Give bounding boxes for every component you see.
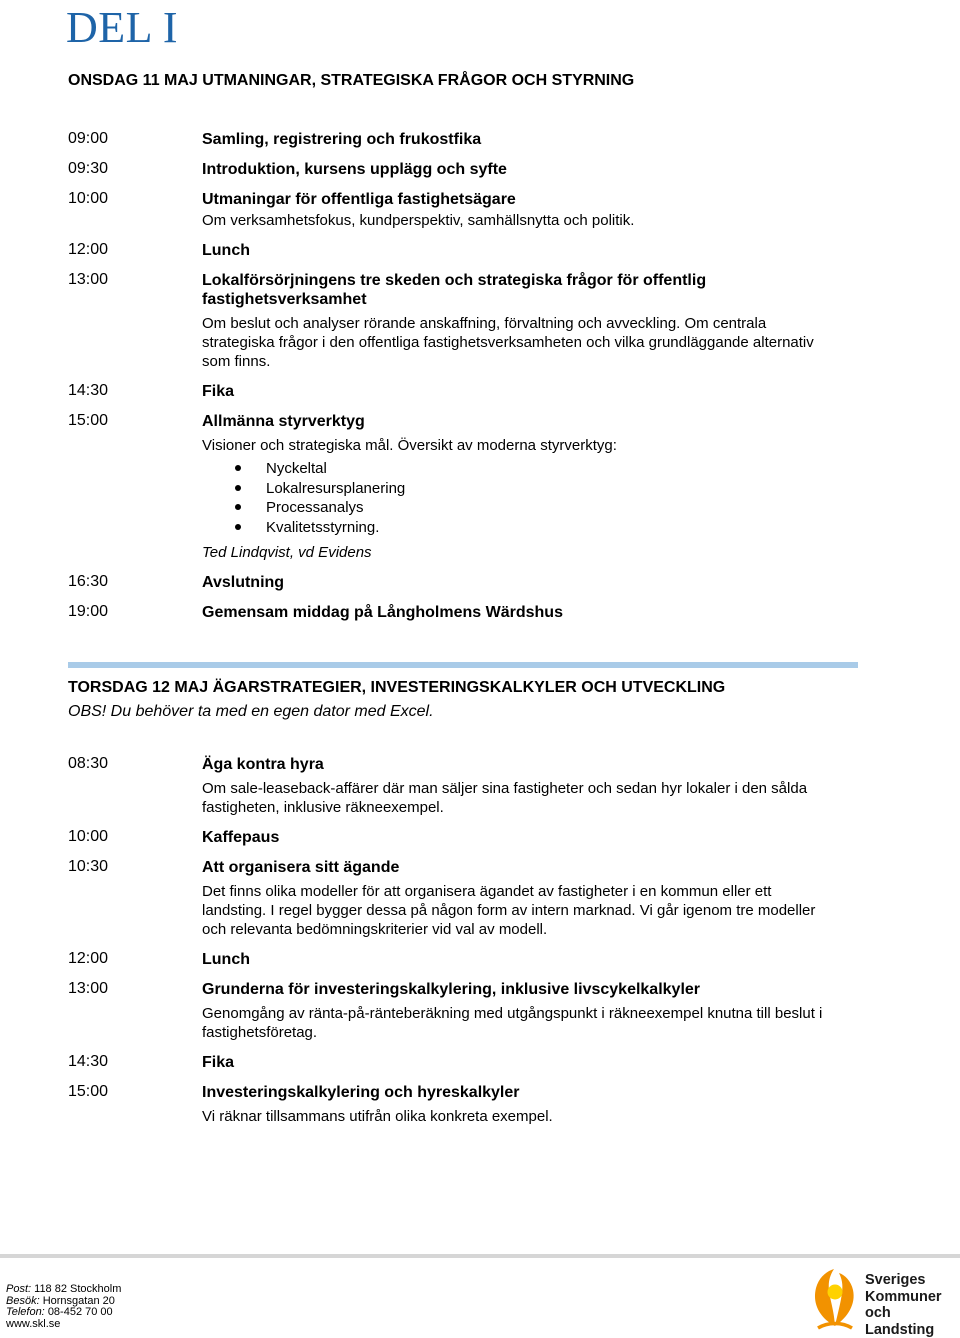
tools-list <box>232 459 828 538</box>
day2-agenda <box>68 755 828 1137</box>
section-divider <box>68 662 858 668</box>
speaker: Ted Lindqvist, vd Evidens <box>202 543 372 561</box>
item-description: Visioner och strategiska mål. Översikt av moderna styrverktyg: <box>202 437 617 454</box>
agenda-item <box>68 412 828 562</box>
agenda-item <box>68 950 828 969</box>
item-title: Samling, registrering och frukostfika <box>202 131 482 148</box>
bullet-icon <box>235 485 241 491</box>
agenda-item <box>68 980 828 1042</box>
list-item: Processanalys <box>232 498 828 518</box>
day1-agenda <box>68 130 828 633</box>
agenda-item <box>68 160 828 179</box>
item-time: 12:00 <box>68 950 109 967</box>
item-title: Lunch <box>202 242 250 259</box>
item-time: 14:30 <box>68 1053 109 1070</box>
item-time: 09:00 <box>68 130 109 147</box>
bullet-icon <box>235 524 241 530</box>
item-time: 09:30 <box>68 160 109 177</box>
item-title: Fika <box>202 1054 235 1071</box>
item-title: Gemensam middag på Långholmens Wärdshus <box>202 603 563 621</box>
item-time: 15:00 <box>68 412 109 429</box>
item-time: 14:30 <box>68 382 109 399</box>
item-title: Lunch <box>202 951 250 968</box>
agenda-item <box>68 130 828 149</box>
item-title: Introduktion, kursens upplägg och syfte <box>202 161 507 178</box>
footer-contact <box>6 1284 121 1330</box>
agenda-item <box>68 1053 828 1072</box>
day1-heading: ONSDAG 11 MAJ UTMANINGAR, STRATEGISKA FRÅGOR OCH STYRNING <box>68 72 635 89</box>
item-title: Allmänna styrverktyg <box>202 413 365 430</box>
day2-heading: TORSDAG 12 MAJ ÄGARSTRATEGIER, INVESTERINGSKALKYLER OCH UTVECKLING <box>68 679 726 696</box>
footer-divider <box>0 1254 960 1258</box>
item-description: Om sale-leaseback-affärer där man säljer sina fastigheter och sedan hyr lokaler i den sålda fastigheten, inklusive räkneexempel. <box>202 780 808 816</box>
item-title: Kaffepaus <box>202 829 280 846</box>
item-description: Genomgång av ränta-på-ränteberäkning med utgångspunkt i räkneexempel knutna till beslut i fastighetsföretag. <box>202 1005 823 1041</box>
item-time: 13:00 <box>68 980 109 997</box>
agenda-item <box>68 382 828 401</box>
item-description: Vi räknar tillsammans utifrån olika konkreta exempel. <box>202 1108 553 1125</box>
visit-address: Besök: Hornsgatan 20 <box>6 1294 115 1307</box>
agenda-item <box>68 573 828 592</box>
item-title: Grunderna för investeringskalkylering, inklusive livscykelkalkyler <box>202 981 701 998</box>
item-time: 12:00 <box>68 241 109 258</box>
agenda-item <box>68 190 828 230</box>
page-title: DEL I <box>66 3 179 52</box>
item-title: Utmaningar för offentliga fastighetsägare <box>202 191 516 208</box>
agenda-item <box>68 858 828 939</box>
agenda-item <box>68 271 828 371</box>
item-title: Att organisera sitt ägande <box>202 859 400 876</box>
item-title: Äga kontra hyra <box>202 756 324 773</box>
item-time: 10:00 <box>68 828 109 845</box>
agenda-item <box>68 241 828 260</box>
item-time: 13:00 <box>68 271 109 288</box>
list-item: Nyckeltal <box>232 459 828 479</box>
skl-logo-icon <box>808 1262 862 1333</box>
skl-logo <box>808 1262 960 1338</box>
item-description: Om beslut och analyser rörande anskaffning, förvaltning och avveckling. Om centrala strategiska frågor i den offentliga fastighetsverksamheten och vilka grundläggande alternativ som finns. <box>202 315 814 370</box>
agenda-item <box>68 755 828 817</box>
bullet-icon <box>235 504 241 510</box>
list-item: Kvalitetsstyrning. <box>232 518 828 538</box>
list-item: Lokalresursplanering <box>232 479 828 499</box>
website-link[interactable]: www.skl.se <box>6 1317 61 1330</box>
agenda-item <box>68 603 828 622</box>
post-address: Post: 118 82 Stockholm <box>6 1283 122 1295</box>
item-time: 19:00 <box>68 602 109 620</box>
agenda-item <box>68 828 828 847</box>
item-description: Om verksamhetsfokus, kundperspektiv, samhällsnytta och politik. <box>202 212 635 229</box>
phone: Telefon: 08-452 70 00 <box>6 1306 113 1318</box>
item-time: 10:00 <box>68 190 109 207</box>
item-time: 10:30 <box>68 858 109 875</box>
day2-note: OBS! Du behöver ta med en egen dator med Excel. <box>68 703 434 720</box>
agenda-item <box>68 1083 828 1126</box>
item-time: 15:00 <box>68 1083 109 1100</box>
item-title: Investeringskalkylering och hyreskalkyler <box>202 1084 520 1101</box>
item-title: Avslutning <box>202 573 285 591</box>
bullet-icon <box>235 465 241 471</box>
item-description: Det finns olika modeller för att organisera ägandet av fastigheter i en kommun eller ett landsting. I regel bygger dessa på någon form av intern marknad. Vi går igenom tre modeller och relevanta bedömningskriterier vid val av modell. <box>202 883 816 938</box>
logo-wordmark: Sveriges Kommuner och Landsting <box>865 1272 942 1338</box>
item-title: Fika <box>202 383 235 400</box>
item-title: Lokalförsörjningens tre skeden och strategiska frågor för offentlig fastighetsverksamhet <box>202 272 707 308</box>
item-time: 08:30 <box>68 755 109 772</box>
item-time: 16:30 <box>68 572 109 590</box>
